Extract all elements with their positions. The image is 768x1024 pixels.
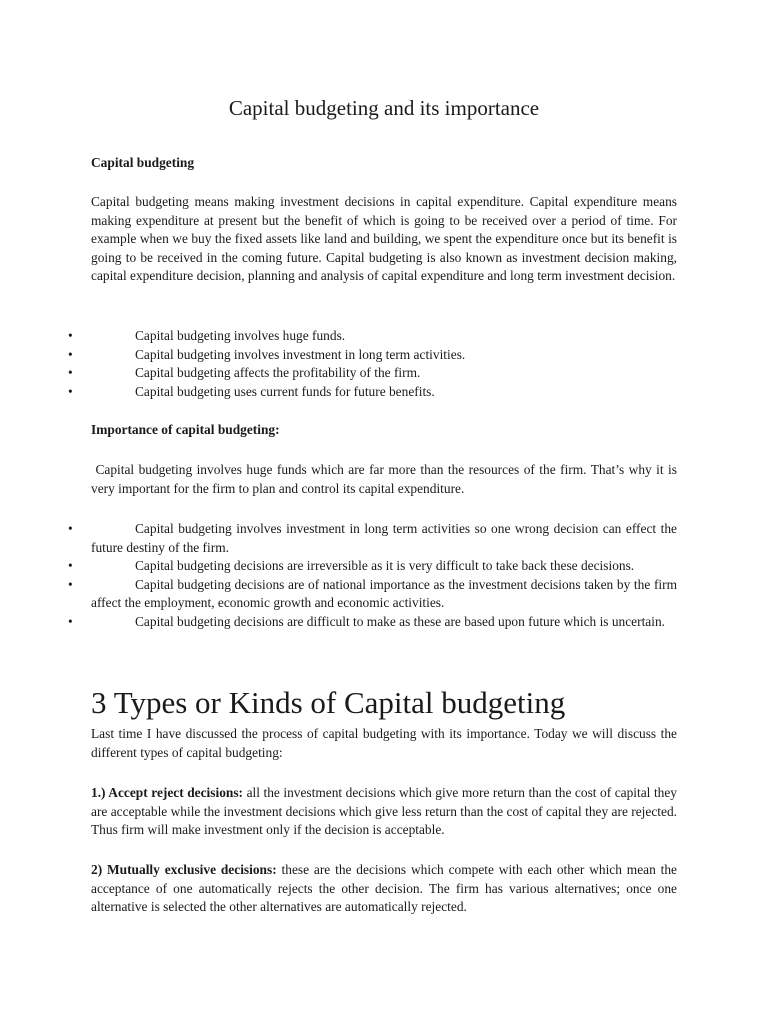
list-item-text: Capital budgeting uses current funds for future benefits.: [135, 383, 435, 399]
list-item-text: Capital budgeting involves investment in long term activities so one wrong decision can effect the future destiny of the firm.: [91, 521, 677, 555]
list-item-text: Capital budgeting involves huge funds.: [135, 328, 346, 343]
bullet-icon: •: [68, 521, 73, 536]
bullet-icon: •: [68, 383, 73, 399]
section-heading-types: 3 Types or Kinds of Capital budgeting: [91, 685, 566, 720]
bullet-icon: •: [68, 576, 73, 592]
list-item-text: Capital budgeting decisions are difficult to make as these are based upon future which is uncertain.: [135, 613, 666, 629]
item-text: all the investment decisions which give more return than the cost of capital they are acceptable while the investment decisions which give less return than the cost of capital they are rejected. Thus firm will make investment only if the decision is acceptable.: [91, 785, 677, 838]
bullet-list-features: [68, 327, 677, 401]
item-text: these are the decisions which compete with each other which mean the acceptance of one automatically rejects the other decision. The firm has various alternatives; once one alternative is selected the other alternatives are automatically rejected.: [91, 862, 677, 915]
list-item-text: Capital budgeting affects the profitability of the firm.: [135, 365, 421, 381]
bullet-list-importance: [68, 520, 677, 632]
section-heading-capital-budgeting: Capital budgeting: [91, 155, 195, 170]
item-label: 1.) Accept reject decisions:: [91, 785, 244, 800]
list-item: [68, 520, 677, 557]
paragraph-importance: Capital budgeting involves huge funds which are far more than the resources of the firm. That’s why it is very important for the firm to plan and control its capital expenditure.: [91, 462, 681, 496]
paragraph-types-intro: Last time I have discussed the process of capital budgeting with its importance. Today we will discuss the different types of capital budgeting:: [91, 726, 677, 760]
list-item: [68, 364, 677, 383]
bullet-icon: •: [68, 328, 73, 343]
list-item: [68, 613, 677, 632]
section-heading-importance: Importance of capital budgeting:: [91, 422, 280, 437]
list-item: [68, 346, 677, 365]
paragraph-mutually-exclusive: [91, 861, 677, 917]
page-title: Capital budgeting and its importance: [228, 96, 540, 120]
bullet-icon: •: [68, 365, 73, 381]
list-item-text: Capital budgeting decisions are irreversible as it is very difficult to take back these decisions.: [135, 558, 635, 574]
item-label: 2) Mutually exclusive decisions:: [91, 862, 277, 877]
list-item-text: Capital budgeting involves investment in long term activities.: [135, 346, 466, 362]
list-item-text: Capital budgeting decisions are of national importance as the investment decisions taken by the firm affect the employment, economic growth and economic activities.: [91, 576, 677, 611]
list-item: [68, 576, 677, 613]
bullet-icon: •: [68, 558, 73, 574]
list-item: [68, 557, 677, 576]
bullet-icon: •: [68, 346, 73, 362]
list-item: [68, 383, 677, 402]
list-item: [68, 327, 677, 346]
paragraph-accept-reject: [91, 784, 677, 840]
bullet-icon: •: [68, 613, 73, 629]
paragraph-definition: Capital budgeting means making investment decisions in capital expenditure. Capital expenditure means making expenditure at present but the benefit of which is going to be received over a period of time. For example when we buy the fixed assets like land and building, we spent the expenditure once but its benefit is going to be received in the coming future. Capital budgeting is also known as investment decision making, capital expenditure decision, planning and analysis of capital expenditure and long term investment decision.: [91, 194, 677, 284]
